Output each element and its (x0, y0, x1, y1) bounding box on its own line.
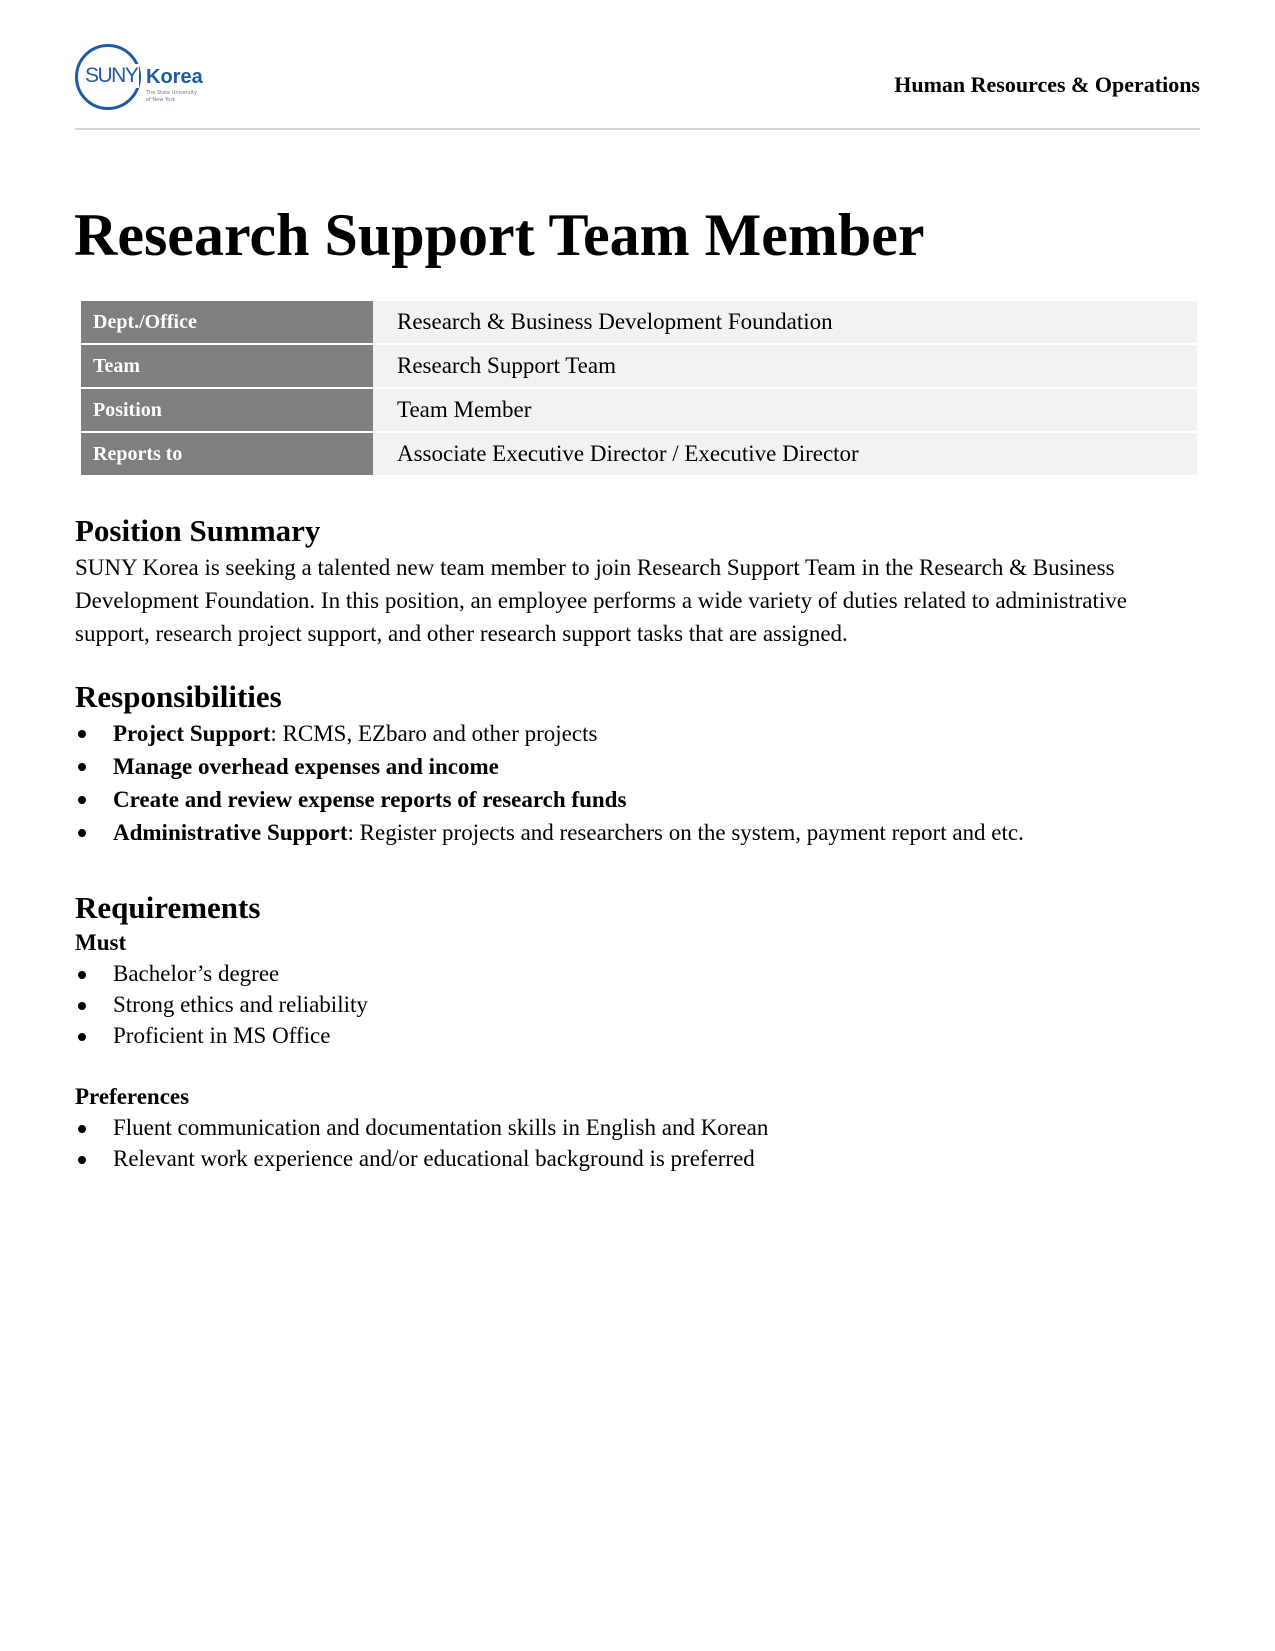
list-item: Fluent communication and documentation skills in English and Korean (75, 1112, 1200, 1143)
header-department: Human Resources & Operations (894, 72, 1200, 97)
position-info-table (81, 299, 1197, 477)
list-item: Bachelor’s degree (75, 958, 1200, 989)
list-item (75, 717, 1113, 750)
section-heading: Requirements (75, 889, 261, 925)
header-divider (75, 128, 1200, 130)
page-header (75, 42, 1200, 130)
must-subheading: Must (75, 930, 127, 956)
job-title: Research Support Team Member (74, 202, 925, 268)
info-row-team (81, 345, 1197, 387)
info-row-reports-to (81, 433, 1197, 475)
must-list (75, 958, 1200, 1051)
spacer (75, 849, 1200, 889)
info-value: Associate Executive Director / Executive Director (373, 433, 1197, 475)
list-item (75, 783, 1113, 816)
list-item-bold: Administrative Support (113, 819, 348, 845)
position-summary-section (75, 512, 1200, 650)
spacer (75, 1051, 1200, 1081)
list-item-bold: Create and review expense reports of research funds (113, 786, 627, 812)
list-item-text: : Register projects and researchers on the system, payment report and etc. (347, 819, 1024, 845)
job-description-body (75, 512, 1200, 1174)
logo-subtitle-line-2: of New York (146, 97, 176, 103)
logo-suny-text: SUNY (85, 64, 138, 87)
section-heading: Position Summary (75, 513, 321, 548)
list-item-bold: Project Support (113, 720, 271, 746)
logo-korea-text: Korea (146, 66, 203, 88)
suny-korea-logo (75, 42, 215, 118)
info-value: Research & Business Development Foundation (373, 301, 1197, 343)
responsibilities-section (75, 678, 1200, 849)
list-item (75, 750, 1113, 783)
info-label: Reports to (81, 433, 373, 475)
info-label: Position (81, 389, 373, 431)
list-item (75, 816, 1113, 849)
preferences-list (75, 1112, 1200, 1174)
preferences-subheading: Preferences (75, 1084, 190, 1110)
requirements-section (75, 889, 1200, 1175)
info-label: Team (81, 345, 373, 387)
list-item: Strong ethics and reliability (75, 989, 1200, 1020)
section-heading: Responsibilities (75, 678, 282, 714)
info-row-position (81, 389, 1197, 431)
list-item: Relevant work experience and/or educational background is preferred (75, 1143, 1200, 1174)
responsibilities-list (75, 717, 1200, 849)
list-item-bold: Manage overhead expenses and income (113, 753, 499, 779)
list-item: Proficient in MS Office (75, 1020, 1200, 1051)
list-item-text: : RCMS, EZbaro and other projects (270, 720, 598, 746)
info-label: Dept./Office (81, 301, 373, 343)
position-summary-text: SUNY Korea is seeking a talented new team member to join Research Support Team in the Research & Business Development Foundation. In this position, an employee performs a wide variety of duties related to administrative support, research project support, and other research support tasks that are assigned. (75, 554, 1127, 646)
info-value: Research Support Team (373, 345, 1197, 387)
spacer (75, 650, 1200, 678)
info-row-dept (81, 301, 1197, 343)
info-value: Team Member (373, 389, 1197, 431)
logo-subtitle-line-1: The State University (146, 90, 197, 96)
